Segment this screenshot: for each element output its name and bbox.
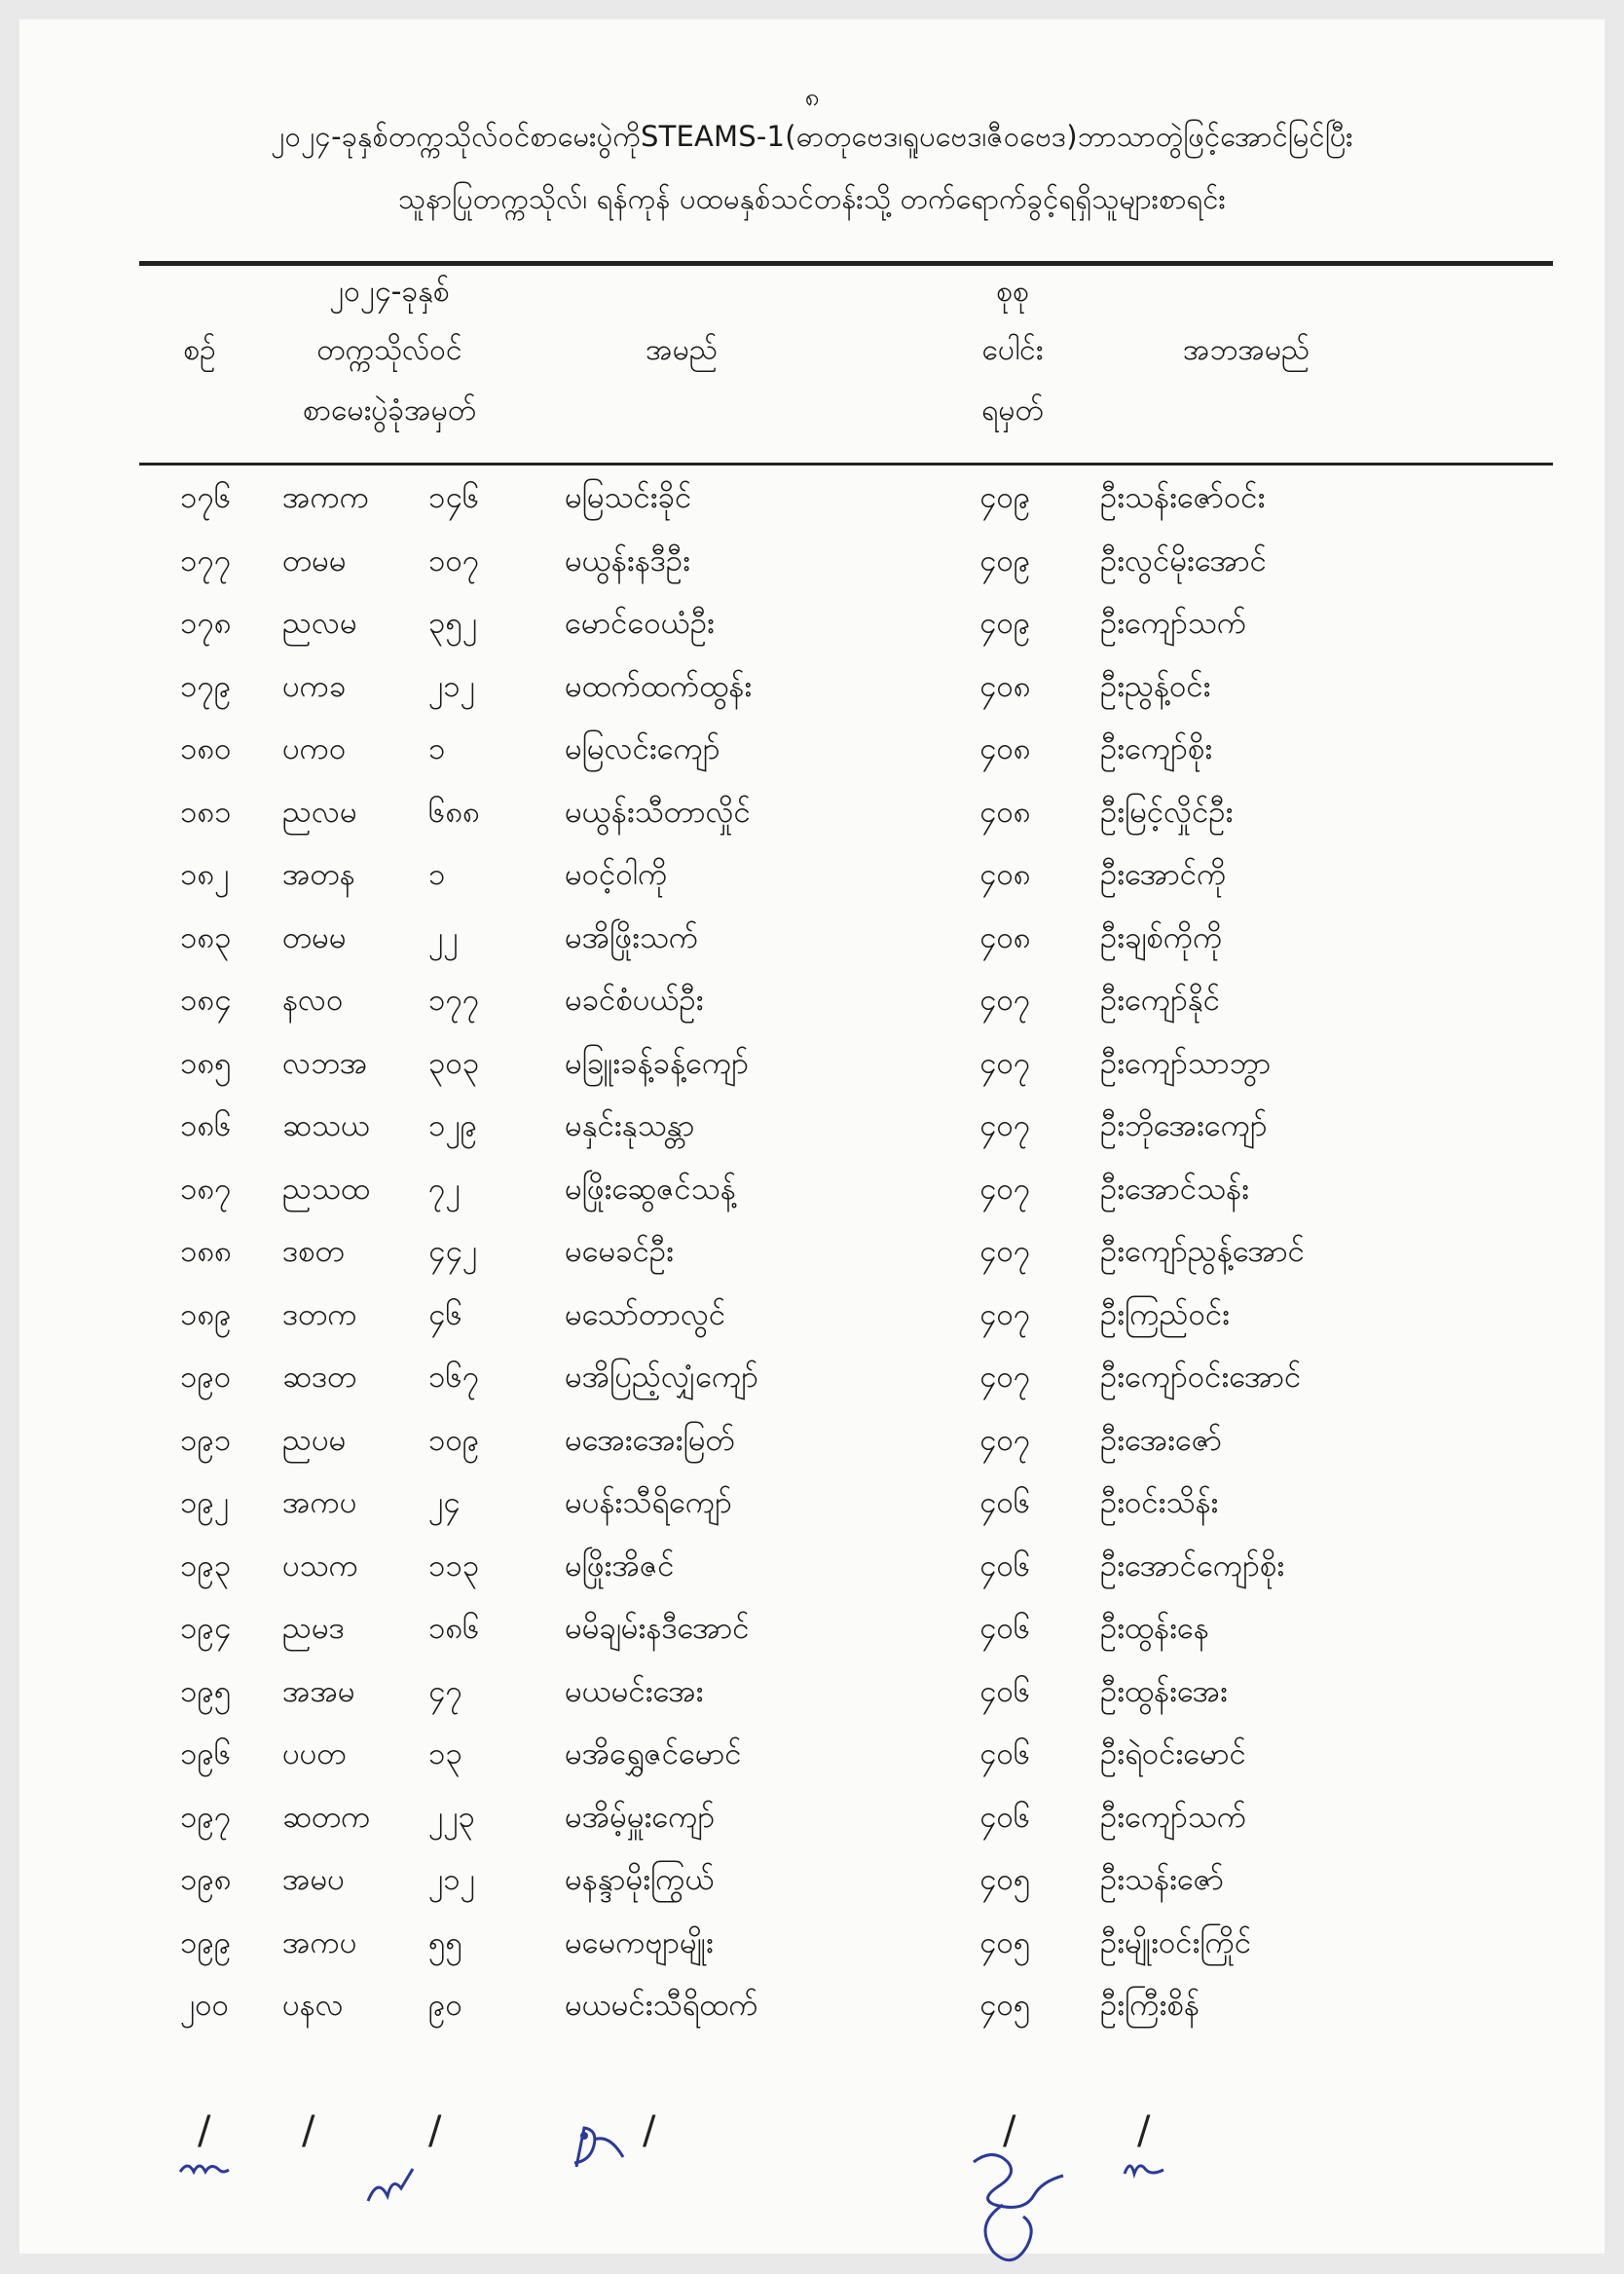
name-cell: မမိချမ်းနဒီအောင် bbox=[565, 1611, 750, 1646]
table-row bbox=[0, 1096, 1624, 1157]
header-serial: စဉ် bbox=[183, 333, 216, 367]
roll-number-cell: ၂၁၂ bbox=[428, 668, 475, 704]
tick-mark: / bbox=[643, 2108, 656, 2153]
table-row bbox=[0, 1221, 1624, 1283]
roll-number-cell: ၄၆ bbox=[428, 1296, 462, 1332]
total-score-cell: ၄၀၈ bbox=[979, 857, 1031, 892]
total-score-cell: ၄၀၆ bbox=[979, 1611, 1031, 1646]
total-score-cell: ၄၀၈ bbox=[979, 668, 1031, 704]
serial-cell: ၁၇၈ bbox=[180, 606, 232, 641]
serial-cell: ၁၈၆ bbox=[180, 1108, 232, 1143]
total-score-cell: ၄၀၆ bbox=[979, 1485, 1031, 1520]
serial-cell: ၁၉၃ bbox=[180, 1547, 232, 1584]
roll-number-cell: ၂၂ bbox=[428, 919, 459, 955]
total-score-cell: ၄၀၇ bbox=[979, 1045, 1031, 1081]
total-score-cell: ၄၀၉ bbox=[979, 480, 1031, 515]
serial-cell: ၁၉၅ bbox=[180, 1673, 232, 1709]
page-number: ၈ bbox=[804, 83, 820, 112]
roll-number-cell: ၁၃ bbox=[428, 1736, 462, 1771]
total-score-cell: ၄၀၈ bbox=[979, 794, 1031, 830]
name-cell: မယွန်းနဒီဦး bbox=[565, 542, 690, 578]
serial-cell: ၁၈၈ bbox=[180, 1234, 232, 1269]
name-cell: မအိမ့်မှူးကျော် bbox=[565, 1799, 716, 1835]
table-row bbox=[0, 1159, 1624, 1220]
father-name-cell: ဦးကျော်သာဘွာ bbox=[1100, 1045, 1272, 1081]
serial-cell: ၁၉၉ bbox=[180, 1924, 232, 1960]
father-name-cell: ဦးချစ်ကိုကို bbox=[1100, 919, 1223, 955]
table-row bbox=[0, 1975, 1624, 2036]
father-name-cell: ဦးကြီးစိန် bbox=[1100, 1988, 1200, 2023]
roll-prefix-cell: ဆသယ bbox=[282, 1108, 371, 1143]
roll-number-cell: ၁၂၉ bbox=[428, 1108, 478, 1143]
roll-number-cell: ၄၇ bbox=[428, 1673, 462, 1709]
father-name-cell: ဦးညွန့်ဝင်း bbox=[1100, 668, 1211, 704]
serial-cell: ၁၇၇ bbox=[180, 542, 232, 578]
table-row bbox=[0, 1787, 1624, 1848]
table-row bbox=[0, 1913, 1624, 1974]
father-name-cell: ဦးထွန်းနေ bbox=[1100, 1611, 1209, 1646]
table-row bbox=[0, 1473, 1624, 1534]
serial-cell: ၁၉၄ bbox=[180, 1611, 232, 1646]
roll-prefix-cell: ညမဒ bbox=[282, 1611, 345, 1646]
father-name-cell: ဦးထွန်းအေး bbox=[1100, 1673, 1228, 1709]
name-cell: မမေကဗျာမျိုး bbox=[565, 1924, 714, 1960]
roll-prefix-cell: ပနလ bbox=[282, 1988, 344, 2023]
total-score-cell: ၄၀၆ bbox=[979, 1736, 1031, 1771]
father-name-cell: ဦးဘိုအေးကျော် bbox=[1100, 1108, 1268, 1143]
initials-signature-2 bbox=[360, 2157, 419, 2216]
total-score-cell: ၄၀၅ bbox=[979, 1862, 1031, 1897]
name-cell: မအေးအေးမြတ် bbox=[565, 1422, 735, 1458]
table-row bbox=[0, 656, 1624, 718]
tick-mark: / bbox=[428, 2108, 442, 2153]
initials-signature-4 bbox=[1120, 2152, 1168, 2181]
roll-number-cell: ၉၀ bbox=[428, 1988, 462, 2023]
roll-number-cell: ၁ bbox=[428, 731, 446, 766]
roll-number-cell: ၁၈၆ bbox=[428, 1611, 480, 1646]
roll-prefix-cell: ညလမ bbox=[282, 606, 357, 641]
header-score-line-2: ပေါင်း bbox=[981, 333, 1044, 367]
name-cell: မောင်ဝေယံဦး bbox=[565, 606, 715, 641]
serial-cell: ၁၈၃ bbox=[180, 919, 232, 955]
roll-number-cell: ၆၈၈ bbox=[428, 794, 480, 830]
title-line-2: သူနာပြုတက္ကသိုလ်၊ ရန်ကုန် ပထမနှစ်သင်တန်းသို့ တက်ရောက်ခွင့်ရရှိသူများစာရင်း bbox=[397, 182, 1227, 215]
serial-cell: ၁၈၄ bbox=[180, 983, 232, 1018]
total-score-cell: ၄၀၇ bbox=[979, 1360, 1031, 1395]
name-cell: မအိပြည့်လျှံကျော် bbox=[565, 1360, 759, 1395]
tick-mark: / bbox=[1137, 2108, 1151, 2153]
table-row bbox=[0, 1724, 1624, 1785]
name-cell: မအိဖြိုးသက် bbox=[565, 919, 699, 955]
header-score-line-3: ရမှတ် bbox=[981, 393, 1044, 428]
roll-prefix-cell: ညလမ bbox=[282, 794, 357, 830]
roll-prefix-cell: အမပ bbox=[282, 1862, 345, 1897]
tick-mark: / bbox=[198, 2108, 211, 2153]
roll-prefix-cell: ပကဝ bbox=[282, 731, 347, 766]
signature-large bbox=[964, 2143, 1081, 2269]
total-score-cell: ၄၀၈ bbox=[979, 919, 1031, 955]
roll-prefix-cell: ပပတ bbox=[282, 1736, 347, 1771]
roll-number-cell: ၂၁၂ bbox=[428, 1862, 475, 1897]
total-score-cell: ၄၀၇ bbox=[979, 1296, 1031, 1332]
name-cell: မမြလင်းကျော် bbox=[565, 731, 720, 766]
roll-prefix-cell: အအမ bbox=[282, 1673, 355, 1709]
table-row bbox=[0, 1598, 1624, 1659]
father-name-cell: ဦးမြင့်လှိုင်ဦး bbox=[1100, 794, 1234, 830]
roll-number-cell: ၁၀၇ bbox=[428, 542, 480, 578]
roll-number-cell: ၇၂ bbox=[428, 1171, 461, 1207]
table-row bbox=[0, 593, 1624, 654]
father-name-cell: ဦးသန်းဇော် bbox=[1100, 1862, 1224, 1897]
father-name-cell: ဦးအောင်ကို bbox=[1100, 857, 1227, 892]
serial-cell: ၁၉၁ bbox=[180, 1422, 232, 1458]
total-score-cell: ၄၀၅ bbox=[979, 1988, 1031, 2023]
name-cell: မယမင်းအေး bbox=[565, 1673, 704, 1709]
total-score-cell: ၄၀၈ bbox=[979, 731, 1031, 766]
roll-number-cell: ၂၄ bbox=[428, 1485, 461, 1520]
table-row bbox=[0, 1410, 1624, 1472]
roll-prefix-cell: တမမ bbox=[282, 542, 347, 578]
table-row bbox=[0, 844, 1624, 906]
name-cell: မသော်တာလွင် bbox=[565, 1296, 726, 1332]
serial-cell: ၁၉၈ bbox=[180, 1862, 232, 1897]
serial-cell: ၁၉၂ bbox=[180, 1485, 230, 1520]
name-cell: မမြသင်းခိုင် bbox=[565, 480, 692, 515]
father-name-cell: ဦးရဲဝင်းမောင် bbox=[1100, 1736, 1246, 1771]
roll-number-cell: ၁ bbox=[428, 857, 446, 892]
initials-signature-3 bbox=[565, 2118, 633, 2177]
roll-prefix-cell: ဒစတ bbox=[282, 1234, 345, 1269]
serial-cell: ၁၈၇ bbox=[180, 1171, 232, 1207]
roll-number-cell: ၁၄၆ bbox=[428, 480, 480, 515]
table-row bbox=[0, 1285, 1624, 1346]
roll-number-cell: ၅၅ bbox=[428, 1924, 462, 1960]
table-row bbox=[0, 908, 1624, 969]
table-row bbox=[0, 1536, 1624, 1597]
father-name-cell: ဦးကျော်ညွန့်အောင် bbox=[1100, 1234, 1305, 1269]
father-name-cell: ဦးအေးဇော် bbox=[1100, 1422, 1223, 1458]
name-cell: မဝင့်ဝါကို bbox=[565, 857, 668, 892]
roll-prefix-cell: ညသထ bbox=[282, 1171, 370, 1207]
father-name-cell: ဦးအောင်ကျော်စိုး bbox=[1100, 1547, 1285, 1584]
roll-number-cell: ၃၅၂ bbox=[428, 606, 478, 641]
serial-cell: ၁၈၉ bbox=[180, 1296, 232, 1332]
roll-number-cell: ၃၀၃ bbox=[428, 1045, 480, 1081]
father-name-cell: ဦးဝင်းသိန်း bbox=[1100, 1485, 1219, 1520]
serial-cell: ၂၀၀ bbox=[180, 1988, 230, 2023]
roll-number-cell: ၁၇၇ bbox=[428, 983, 480, 1018]
total-score-cell: ၄၀၉ bbox=[979, 542, 1031, 578]
name-cell: မမေခင်ဦး bbox=[565, 1234, 674, 1269]
table-row bbox=[0, 1347, 1624, 1408]
father-name-cell: ဦးမျိုးဝင်းကြိုင် bbox=[1100, 1924, 1252, 1960]
total-score-cell: ၄၀၇ bbox=[979, 1108, 1031, 1143]
serial-cell: ၁၇၆ bbox=[180, 480, 232, 515]
total-score-cell: ၄၀၇ bbox=[979, 1234, 1031, 1269]
father-name-cell: ဦးကျော်သက် bbox=[1100, 606, 1247, 641]
serial-cell: ၁၉၀ bbox=[180, 1360, 232, 1395]
roll-prefix-cell: အကက bbox=[282, 480, 370, 515]
roll-prefix-cell: အတန bbox=[282, 857, 355, 892]
total-score-cell: ၄၀၉ bbox=[979, 606, 1031, 641]
name-cell: မဖြိုးဆွေဇင်သန့် bbox=[565, 1171, 736, 1207]
name-cell: မပန်းသီရိကျော် bbox=[565, 1485, 732, 1520]
tick-mark: / bbox=[302, 2108, 315, 2153]
serial-cell: ၁၈၅ bbox=[180, 1045, 232, 1081]
total-score-cell: ၄၀၇ bbox=[979, 1422, 1031, 1458]
total-score-cell: ၄၀၇ bbox=[979, 1171, 1031, 1207]
table-row bbox=[0, 782, 1624, 843]
name-cell: မဖြိုးအိဇင် bbox=[565, 1547, 675, 1584]
serial-cell: ၁၉၇ bbox=[180, 1799, 232, 1835]
father-name-cell: ဦးကျော်သက် bbox=[1100, 1799, 1247, 1835]
roll-prefix-cell: ပကခ bbox=[282, 668, 347, 704]
table-row bbox=[0, 1849, 1624, 1911]
serial-cell: ၁၈၀ bbox=[180, 731, 232, 766]
roll-number-cell: ၂၂၃ bbox=[428, 1799, 475, 1835]
roll-number-cell: ၁၁၃ bbox=[428, 1547, 480, 1584]
serial-cell: ၁၇၉ bbox=[180, 668, 232, 704]
name-cell: မနန္ဒာမိုးကြွယ် bbox=[565, 1862, 715, 1897]
roll-prefix-cell: တမမ bbox=[282, 919, 347, 955]
roll-number-cell: ၁၆၇ bbox=[428, 1360, 480, 1395]
serial-cell: ၁၈၁ bbox=[180, 794, 232, 830]
name-cell: မထက်ထက်ထွန်း bbox=[565, 668, 753, 704]
roll-prefix-cell: ဒတက bbox=[282, 1296, 357, 1332]
father-name-cell: ဦးကျော်ဝင်းအောင် bbox=[1100, 1360, 1302, 1395]
roll-prefix-cell: အကပ bbox=[282, 1485, 357, 1520]
roll-number-cell: ၁၀၉ bbox=[428, 1422, 480, 1458]
table-row bbox=[0, 719, 1624, 780]
father-name-cell: ဦးကြည်ဝင်း bbox=[1100, 1296, 1231, 1332]
total-score-cell: ၄၀၆ bbox=[979, 1673, 1031, 1709]
header-roll-line-2: တက္ကသိုလ်ဝင် bbox=[316, 333, 462, 367]
roll-prefix-cell: ဆဒတ bbox=[282, 1360, 357, 1395]
name-cell: မအိရွှေဇင်မောင် bbox=[565, 1736, 742, 1771]
table-row bbox=[0, 467, 1624, 529]
roll-prefix-cell: အကပ bbox=[282, 1924, 357, 1960]
name-cell: မခင်စံပယ်ဦး bbox=[565, 983, 704, 1018]
father-name-cell: ဦးကျော်စိုး bbox=[1100, 731, 1213, 766]
initials-signature-1 bbox=[175, 2147, 234, 2186]
table-row bbox=[0, 1661, 1624, 1723]
total-score-cell: ၄၀၆ bbox=[979, 1547, 1031, 1584]
total-score-cell: ၄၀၆ bbox=[979, 1799, 1031, 1835]
roll-prefix-cell: ပသက bbox=[282, 1547, 358, 1584]
name-cell: မခြူးခန့်ခန့်ကျော် bbox=[565, 1045, 749, 1081]
roll-prefix-cell: နလဝ bbox=[282, 983, 344, 1018]
table-row bbox=[0, 1033, 1624, 1095]
table-header-rule bbox=[139, 463, 1553, 466]
father-name-cell: ဦးအောင်သန်း bbox=[1100, 1171, 1249, 1207]
header-roll-line-3: စာမေးပွဲခုံအမှတ် bbox=[302, 393, 477, 428]
table-row bbox=[0, 970, 1624, 1031]
roll-prefix-cell: ဆတက bbox=[282, 1799, 371, 1835]
serial-cell: ၁၈၂ bbox=[180, 857, 230, 892]
header-score-line-1: စုစု bbox=[996, 275, 1029, 309]
table-row bbox=[0, 531, 1624, 592]
name-cell: မယမင်းသီရိထက် bbox=[565, 1988, 758, 2023]
title-line-1: ၂၀၂၄-ခုနှစ်တက္ကသိုလ်ဝင်စာမေးပွဲကိုSTEAMS-1(ဓာတုဗေဒ၊ရူပဗေဒ၊ဇီဝဗေဒ)ဘာသာတွဲဖြင့်အောင်မြင်ပြီး bbox=[271, 120, 1353, 153]
serial-cell: ၁၉၆ bbox=[180, 1736, 232, 1771]
name-cell: မယွန်းသီတာလှိုင် bbox=[565, 794, 751, 830]
signature-area bbox=[0, 2108, 1624, 2274]
header-roll-line-1: ၂၀၂၄-ခုနှစ် bbox=[329, 275, 450, 309]
total-score-cell: ၄၀၇ bbox=[979, 983, 1031, 1018]
total-score-cell: ၄၀၅ bbox=[979, 1924, 1031, 1960]
father-name-cell: ဦးသန်းဇော်ဝင်း bbox=[1100, 480, 1266, 515]
name-cell: မနှင်းနုသန္တာ bbox=[565, 1108, 695, 1143]
roll-prefix-cell: ညပမ bbox=[282, 1422, 347, 1458]
roll-prefix-cell: လဘအ bbox=[282, 1045, 368, 1081]
tick-mark: / bbox=[1003, 2108, 1016, 2153]
header-name: အမည် bbox=[646, 333, 718, 367]
father-name-cell: ဦးကျော်နိုင် bbox=[1100, 983, 1221, 1018]
father-name-cell: ဦးလွင်မိုးအောင် bbox=[1100, 542, 1267, 578]
header-father-name: အဘအမည် bbox=[1182, 333, 1310, 367]
roll-number-cell: ၄၄၂ bbox=[428, 1234, 478, 1269]
